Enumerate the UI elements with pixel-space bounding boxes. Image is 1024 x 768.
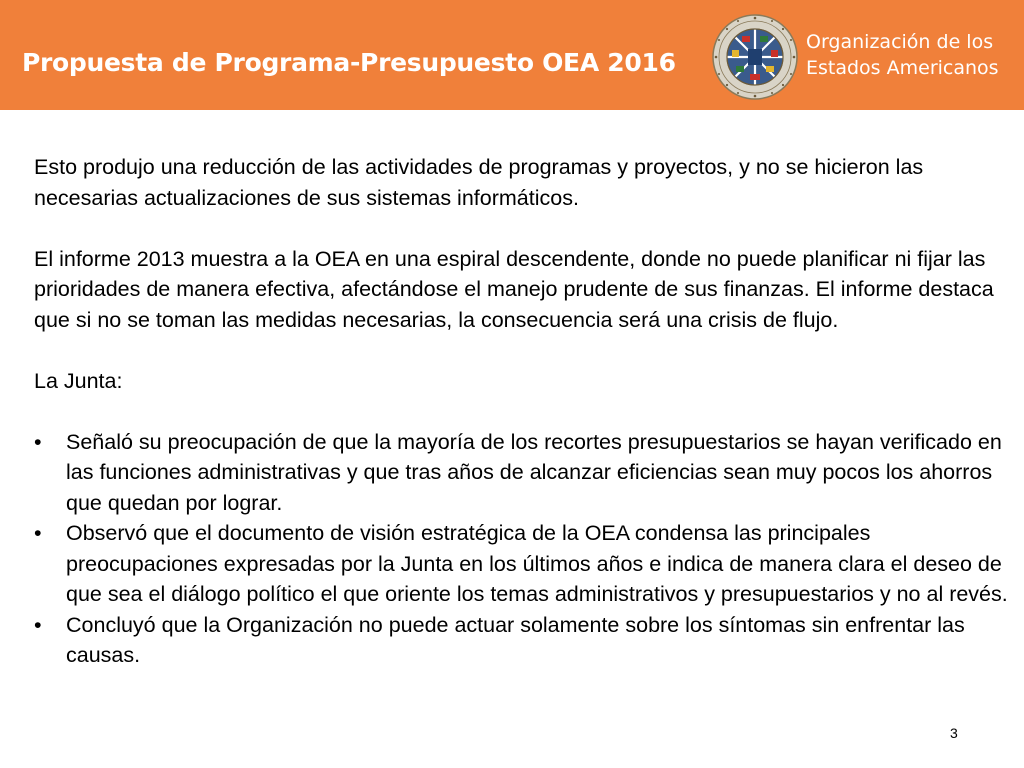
bullet-item: • Observó que el documento de visión estratégica de la OEA condensa las principales preocupaciones expresadas por la Junta en los últimos años e indica de manera clara el deseo de que sea el diálogo político el que oriente los temas administrativos y presupuestarios y no al revés.	[34, 518, 1009, 610]
slide-header	[0, 0, 1024, 110]
bullet-item: • Señaló su preocupación de que la mayoría de los recortes presupuestarios se hayan verificado en las funciones administrativas y que tras años de alcanzar eficiencias sean muy pocos los ahorros que quedan por lograr.	[34, 427, 1009, 519]
org-name	[806, 29, 999, 81]
bullet-item: • Concluyó que la Organización no puede actuar solamente sobre los síntomas sin enfrentar las causas.	[34, 610, 1009, 671]
org-name-line1: Organización de los	[806, 31, 994, 53]
paragraph-report-2013: El informe 2013 muestra a la OEA en una espiral descendente, donde no puede planificar ni fijar las prioridades de manera efectiva, afectándose el manejo prudente de sus finanzas. El informe destaca que si no se toman las medidas necesarias, la consecuencia será una crisis de flujo.	[34, 246, 994, 332]
paragraph-reduction: Esto produjo una reducción de las actividades de programas y proyectos, y no se hicieron las necesarias actualizaciones de sus sistemas informáticos.	[34, 155, 924, 210]
slide-body	[34, 152, 1009, 671]
oas-seal-icon	[712, 14, 798, 100]
board-intro: La Junta:	[34, 368, 123, 393]
slide-title: Propuesta de Programa-Presupuesto OEA 2016	[22, 48, 676, 77]
page-number: 3	[950, 725, 958, 741]
board-findings-list	[34, 427, 1009, 671]
org-name-line2: Estados Americanos	[806, 57, 999, 79]
